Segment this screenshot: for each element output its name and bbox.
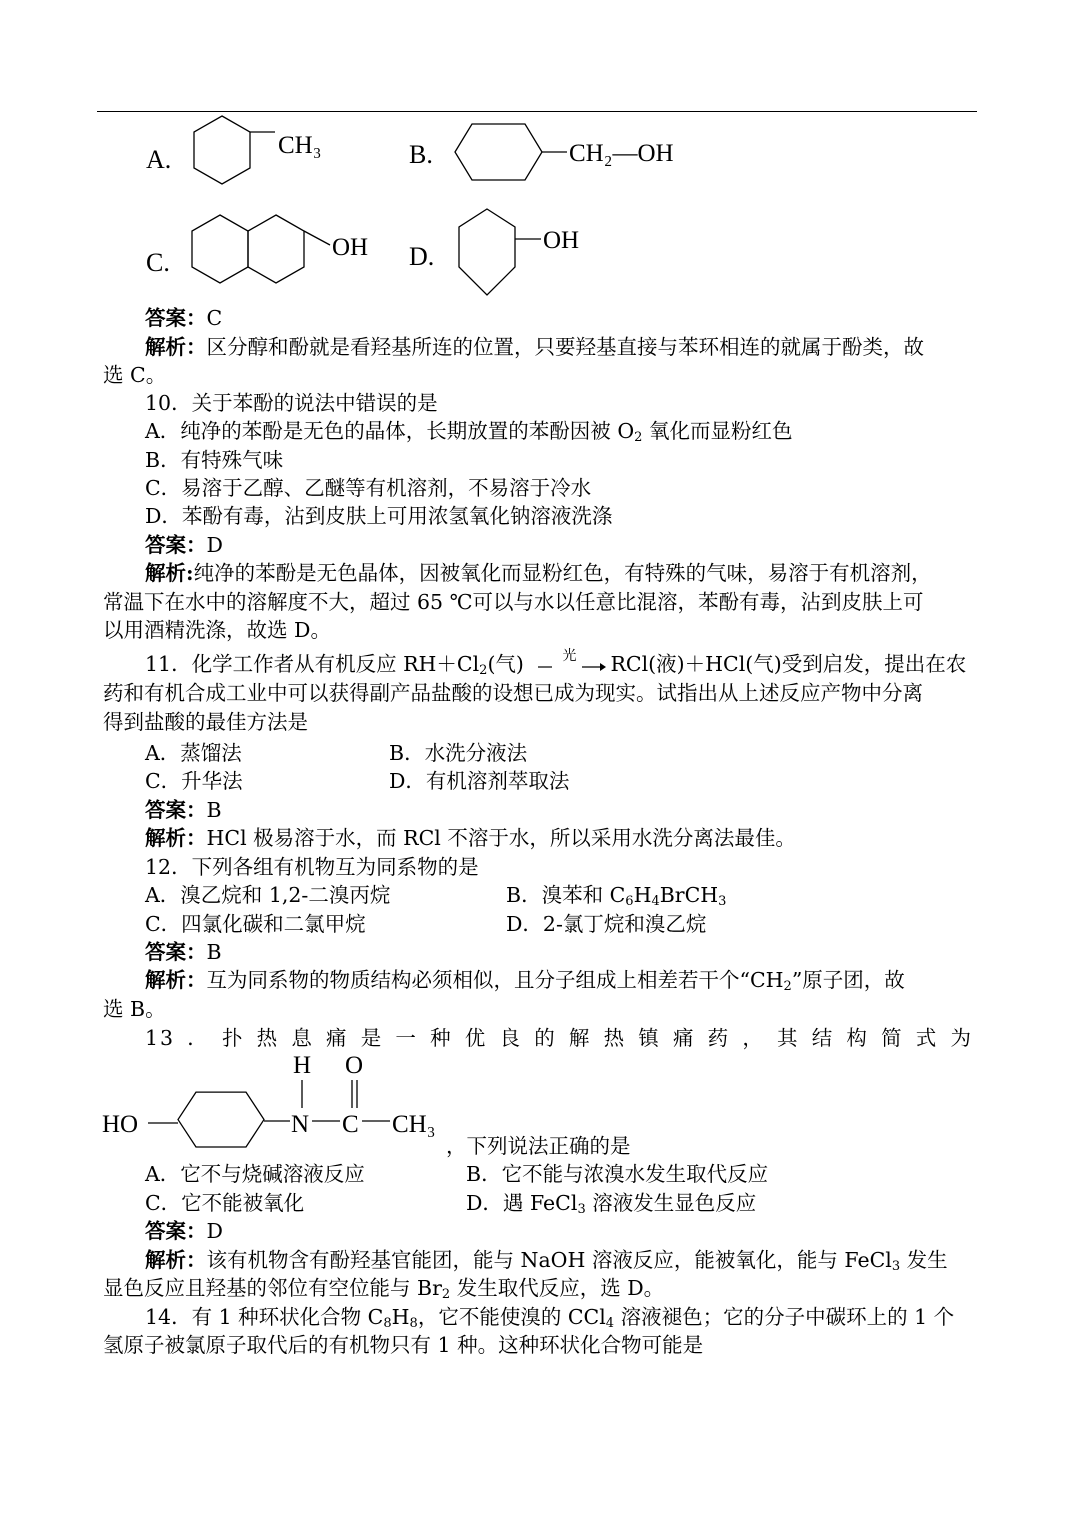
q9-answer: 答案：C — [145, 306, 223, 330]
mol-ch3: CH₃ — [392, 1111, 436, 1138]
b-ch2oh-group: CH₂—OH — [569, 140, 674, 167]
q11-option-c: C．升华法 — [145, 769, 243, 793]
q11-answer: 答案：B — [145, 798, 222, 822]
q10-stem: 10．关于苯酚的说法中错误的是 — [145, 391, 438, 415]
q14-stem-line2: 氢原子被氯原子取代后的有机物只有 1 种。这种环状化合物可能是 — [103, 1333, 704, 1357]
q13-option-c: C．它不能被氧化 — [145, 1191, 305, 1215]
q13-analysis-line1: 解析：该有机物含有酚羟基官能团，能与 NaOH 溶液反应，能被氧化，能与 FeCl$_3$ 发生 — [145, 1248, 948, 1274]
arrow-condition-light: 光 — [562, 647, 577, 664]
mol-c: C — [342, 1111, 359, 1138]
q10-option-a: A．纯净的苯酚是无色的晶体，长期放置的苯酚因被 $O_2$ 氧化而显粉红色 — [145, 419, 793, 445]
q10-option-c: C．易溶于乙醇、乙醚等有机溶剂，不易溶于冷水 — [145, 476, 592, 500]
q11-option-a: A．蒸馏法 — [145, 741, 242, 765]
q10-analysis-line3: 以用酒精洗涤，故选 D。 — [103, 618, 331, 642]
q11-stem-line2: 药和有机合成工业中可以获得副产品盐酸的设想已成为现实。试指出从上述反应产物中分离 — [103, 681, 923, 705]
paracetamol-structure — [100, 1050, 450, 1150]
q12-option-b: B．溴苯和 $C_6H_4BrCH_3$ — [506, 883, 727, 909]
d-hydroxyl-group: OH — [543, 227, 580, 254]
q12-option-d: D．2-氯丁烷和溴乙烷 — [506, 912, 707, 936]
q12-analysis-line2: 选 B。 — [103, 997, 166, 1021]
q11-option-b: B．水洗分液法 — [389, 741, 528, 765]
q12-option-a: A．溴乙烷和 1,2-二溴丙烷 — [145, 883, 391, 907]
q13-stem: 13．扑热息痛是一种优良的解热镇痛药，其结构简式为 — [145, 1026, 973, 1050]
option-d-label: D. — [409, 242, 435, 271]
q13-option-a: A．它不与烧碱溶液反应 — [145, 1162, 365, 1186]
mol-o: O — [345, 1052, 364, 1079]
q13-stem-tail: ，下列说法正确的是 — [446, 1134, 631, 1158]
structure-d — [405, 205, 615, 305]
mol-h: H — [293, 1052, 312, 1079]
q12-answer: 答案：B — [145, 940, 222, 964]
q11-option-d: D．有机溶剂萃取法 — [389, 769, 570, 793]
c-hydroxyl-group: OH — [332, 234, 369, 261]
q11-stem-line1: 11．化学工作者从有机反应 $RH+Cl_2$(气) 光 RCl(液)＋HCl(气)受到启发，提出在农 — [145, 650, 977, 678]
structure-b — [405, 110, 725, 200]
mol-ho: HO — [102, 1111, 139, 1138]
option-b-label: B. — [409, 140, 433, 169]
mol-n: N — [291, 1111, 310, 1138]
q10-answer: 答案：D — [145, 533, 223, 557]
reaction-arrow — [534, 647, 606, 676]
q10-analysis-line2: 常温下在水中的溶解度不大，超过 65 ℃可以与水以任意比混溶，苯酚有毒，沾到皮肤上可 — [103, 590, 924, 614]
q14-stem-line1: 14．有 1 种环状化合物 $C_8H_8$，它不能使溴的 CCl$_4$ 溶液褪色；它的分子中碳环上的 1 个 — [145, 1305, 955, 1331]
q11-analysis: 解析：HCl 极易溶于水，而 RCl 不溶于水，所以采用水洗分离法最佳。 — [145, 826, 796, 850]
q9-analysis-line1: 解析：区分醇和酚就是看羟基所连的位置，只要羟基直接与苯环相连的就属于酚类，故 — [145, 335, 924, 359]
q13-analysis-line2: 显色反应且羟基的邻位有空位能与 $Br_2$ 发生取代反应，选 D。 — [103, 1276, 665, 1302]
q10-option-d: D．苯酚有毒，沾到皮肤上可用浓氢氧化钠溶液洗涤 — [145, 504, 613, 528]
q10-option-b: B．有特殊气味 — [145, 448, 284, 472]
q11-stem-line3: 得到盐酸的最佳方法是 — [103, 710, 308, 734]
structure-c — [140, 205, 390, 310]
option-c-label: C. — [146, 248, 170, 277]
q9-analysis-line2: 选 C。 — [103, 363, 167, 387]
q13-option-b: B．它不能与浓溴水发生取代反应 — [466, 1162, 769, 1186]
q12-option-c: C．四氯化碳和二氯甲烷 — [145, 912, 366, 936]
q12-stem: 12．下列各组有机物互为同系物的是 — [145, 855, 479, 879]
q12-analysis-line1: 解析：互为同系物的物质结构必须相似，且分子组成上相差若干个“$CH_2$”原子团，故 — [145, 968, 905, 994]
structure-a — [140, 110, 380, 205]
q10-analysis-line1: 解析:纯净的苯酚是无色晶体，因被氧化而显粉红色，有特殊的气味，易溶于有机溶剂， — [145, 561, 932, 585]
a-methyl-group: CH₃ — [278, 132, 322, 159]
q13-option-d: D．遇 FeCl$_3$ 溶液发生显色反应 — [466, 1191, 757, 1217]
option-a-label: A. — [146, 145, 172, 174]
q13-answer: 答案：D — [145, 1219, 223, 1243]
